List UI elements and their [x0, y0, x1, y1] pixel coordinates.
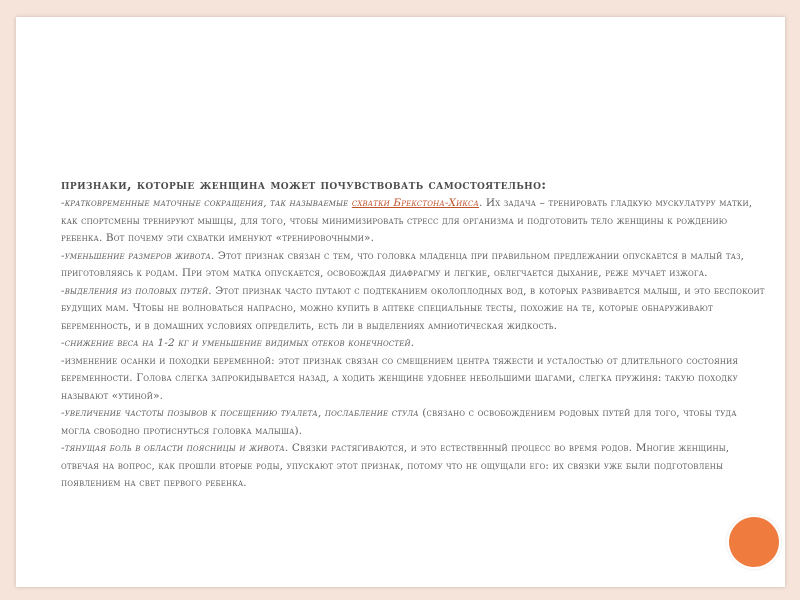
paragraph-urination — [61, 405, 766, 440]
paragraph-belly-size — [61, 248, 766, 283]
paragraph-lead: -выделения из половых путей — [61, 284, 209, 297]
slide-heading: признаки, которые женщина может почувствовать самостоятельно: — [61, 178, 547, 193]
paragraph-text: . Этот признак связан с тем, что головка младенца при правильном предлежании опускается в малый таз, приготовляясь к родам. При этом матка опускается, освобождая диафрагму и легкие, облегчается дыхание, реже мучает изжога. — [61, 249, 745, 279]
paragraph-text: (связано с освобождением родовых путей для того, чтобы туда могла свободно протиснуться головка малыша). — [61, 407, 737, 437]
paragraph-lead: -уменьшение размеров живота — [61, 249, 211, 262]
decorative-circle — [729, 517, 779, 567]
paragraph-lead: -тянущая боль в области поясницы и живота — [61, 442, 285, 454]
braxton-hicks-link[interactable]: схватки Брекстона-Хикса — [351, 197, 479, 209]
slide-body — [61, 177, 766, 493]
paragraph-text: -изменение осанки и походки беременной: этот признак связан со смещением центра тяжести и усталостью от длительного состояния беременности. Голова слегка запрокидывается назад, а ходить женщине удобнее небольшими шагами, слегка пружиня: такую походку называют «утиной». — [61, 354, 739, 402]
paragraph-text: . Этот признак часто путают с подтеканием околоплодных вод, в которых развивается малыш, и это беспокоит будущих мам. Чтобы не волноваться напрасно, можно купить в аптеке специальные тесты, похожие на те, которые обнаруживают беременность, и в домашних условиях определить, есть ли в выделениях амниотическая жидкость. — [61, 284, 765, 332]
paragraph-lead: -кратковременные маточные сокращения, так называемые — [61, 197, 352, 209]
paragraph-braxton-hicks — [61, 195, 766, 248]
paragraph-lead: -увеличение частоты позывов к посещению туалета, послабление стула — [61, 407, 419, 419]
paragraph-weight — [61, 335, 766, 353]
slide — [16, 17, 785, 587]
paragraph-discharge — [61, 283, 766, 336]
paragraph-posture — [61, 353, 766, 406]
paragraph-lead: -снижение веса на 1-2 кг и уменьшение видимых отеков конечностей. — [61, 337, 415, 349]
paragraph-back-pain — [61, 440, 766, 493]
paragraph-text: . Связки растягиваются, и это естественный процесс во время родов. Многие женщины, отвечая на вопрос, как прошли вторые роды, упускают этот признак, потому что не ощущали его: их связки уже были подготовлены появлением на свет первого ребенка. — [61, 442, 730, 489]
paragraph-text: . Их задача – тренировать гладкую мускулатуру матки, как спортсмены тренируют мышцы, для того, чтобы минимизировать стресс для организма и подготовить тело женщины к рождению ребенка. Вот почему эти схватки именуют «тренировочными». — [61, 197, 753, 244]
